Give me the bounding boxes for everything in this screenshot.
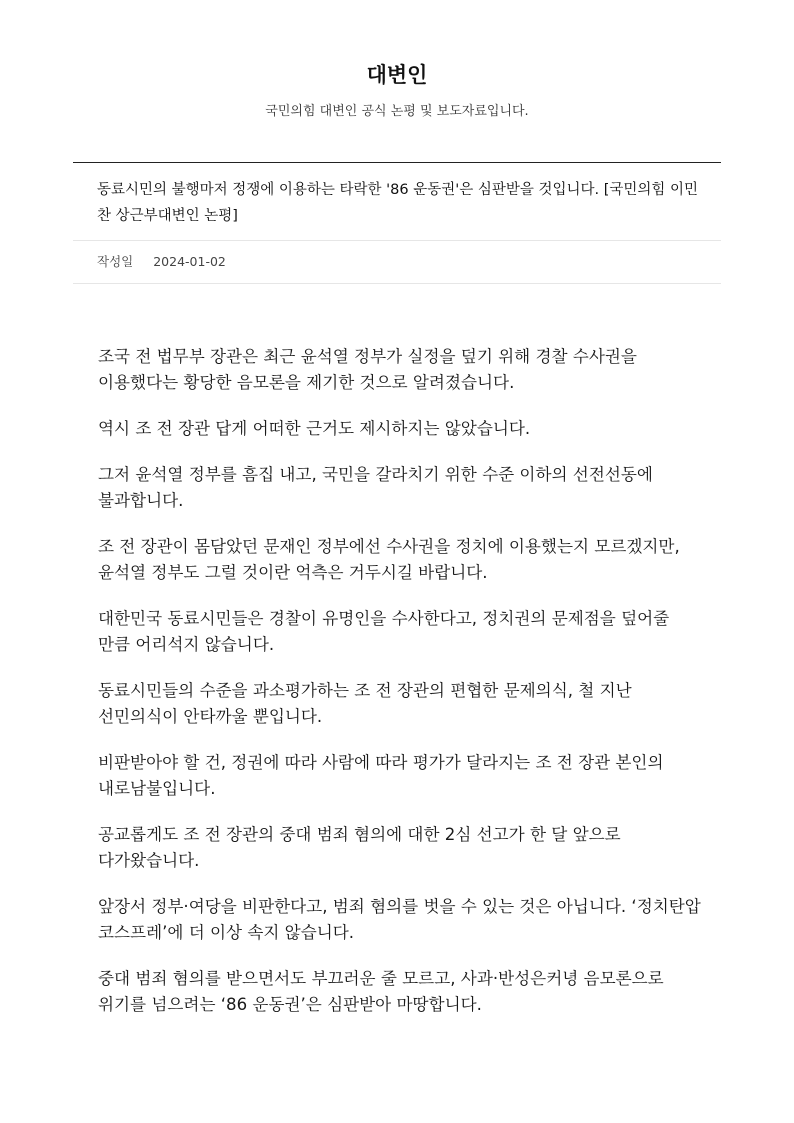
- header-divider: [73, 162, 721, 163]
- paragraph: 동료시민들의 수준을 과소평가하는 조 전 장관의 편협한 문제의식, 철 지난 선민의식이 안타까울 뿐입니다.: [98, 681, 632, 726]
- paragraph: 조국 전 법무부 장관은 최근 윤석열 정부가 실정을 덮기 위해 경찰 수사권을 이용했다는 황당한 음모론을 제기한 것으로 알려졌습니다.: [98, 347, 637, 392]
- article-body: [98, 344, 702, 1038]
- page-header: [0, 58, 794, 122]
- paragraph: 중대 범죄 혐의를 받으면서도 부끄러운 줄 모르고, 사과·반성은커녕 음모론으로 위기를 넘으려는 ‘86 운동권’은 심판받아 마땅합니다.: [98, 969, 664, 1014]
- site-title: 대변인: [366, 63, 428, 87]
- paragraph: 공교롭게도 조 전 장관의 중대 범죄 혐의에 대한 2심 선고가 한 달 앞으로 다가왔습니다.: [98, 825, 621, 870]
- meta-divider: [73, 283, 721, 284]
- paragraph: 앞장서 정부·여당을 비판한다고, 범죄 혐의를 벗을 수 있는 것은 아닙니다. ‘정치탄압 코스프레’에 더 이상 속지 않습니다.: [98, 897, 701, 942]
- paragraph: 비판받아야 할 건, 정권에 따라 사람에 따라 평가가 달라지는 조 전 장관 본인의 내로남불입니다.: [98, 753, 664, 798]
- meta-date-label: 작성일: [97, 254, 134, 269]
- paragraph: 역시 조 전 장관 답게 어떠한 근거도 제시하지는 않았습니다.: [98, 419, 531, 438]
- site-subtitle: 국민의힘 대변인 공식 논평 및 보도자료입니다.: [265, 104, 529, 119]
- paragraph: 조 전 장관이 몸담았던 문재인 정부에선 수사권을 정치에 이용했는지 모르겠지만, 윤석열 정부도 그럴 것이란 억측은 거두시길 바랍니다.: [98, 537, 680, 582]
- article-title: 동료시민의 불행마저 정쟁에 이용하는 타락한 '86 운동권'은 심판받을 것입니다. [국민의힘 이민찬 상근부대변인 논평]: [97, 182, 699, 224]
- title-divider: [73, 240, 721, 241]
- article-meta: [97, 252, 226, 272]
- meta-date-value: 2024-01-02: [153, 254, 226, 269]
- paragraph: 그저 윤석열 정부를 흠집 내고, 국민을 갈라치기 위한 수준 이하의 선전선동에 불과합니다.: [98, 465, 653, 510]
- paragraph: 대한민국 동료시민들은 경찰이 유명인을 수사한다고, 정치권의 문제점을 덮어줄 만큼 어리석지 않습니다.: [98, 609, 670, 654]
